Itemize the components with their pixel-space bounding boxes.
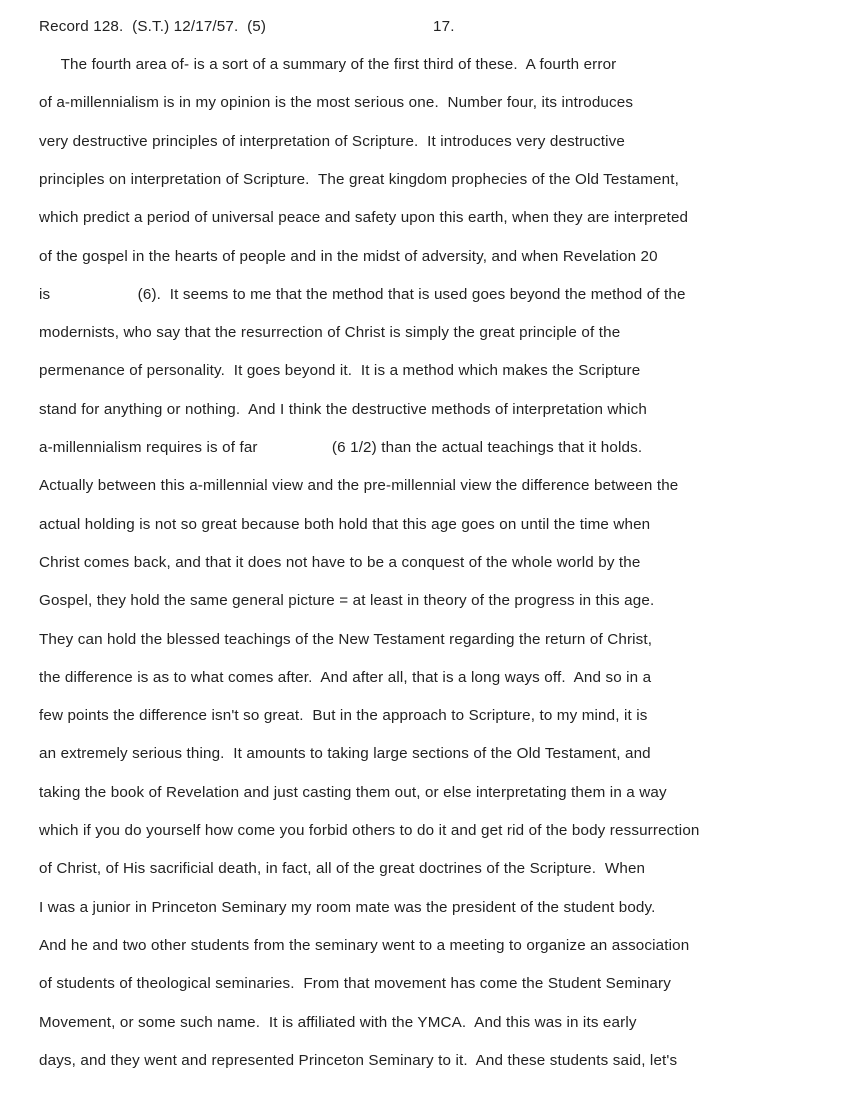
text-line: actual holding is not so great because both hold that this age goes on until the time when — [39, 515, 651, 533]
text-line: which if you do yourself how come you forbid others to do it and get rid of the body ressurrection — [39, 822, 700, 839]
text-line: The fourth area of- is a sort of a summary of the first third of these. A fourth error — [39, 56, 617, 73]
text-line: permenance of personality. It goes beyond it. It is a method which makes the Scripture — [39, 362, 641, 380]
text-line: few points the difference isn't so great. But in the approach to Scripture, to my mind, it is — [39, 707, 648, 725]
text-line: an extremely serious thing. It amounts to taking large sections of the Old Testament, and — [39, 745, 651, 763]
text-line: They can hold the blessed teachings of the New Testament regarding the return of Christ, — [39, 630, 653, 648]
text-line: is (6). It seems to me that the method that is used goes beyond the method of the — [39, 285, 686, 303]
text-line: Gospel, they hold the same general picture = at least in theory of the progress in this age. — [39, 592, 655, 610]
page-number: 17. — [433, 18, 455, 35]
text-line: stand for anything or nothing. And I think the destructive methods of interpretation which — [39, 400, 648, 418]
text-line: which predict a period of universal peace and safety upon this earth, when they are interpreted — [39, 209, 689, 227]
text-line: very destructive principles of interpretation of Scripture. It introduces very destructive — [39, 132, 625, 150]
text-line: of the gospel in the hearts of people and in the midst of adversity, and when Revelation 20 — [39, 247, 658, 265]
text-line: of a-millennialism is in my opinion is the most serious one. Number four, its introduces — [39, 94, 634, 112]
text-line: of Christ, of His sacrificial death, in fact, all of the great doctrines of the Scripture. When — [39, 860, 646, 878]
text-line: modernists, who say that the resurrection of Christ is simply the great principle of the — [39, 324, 621, 342]
text-line: a-millennialism requires is of far (6 1/2) than the actual teachings that it holds. — [39, 439, 643, 456]
text-line: Actually between this a-millennial view and the pre-millennial view the difference between the — [39, 477, 679, 495]
page-header — [39, 18, 455, 35]
text-line: days, and they went and represented Princeton Seminary to it. And these students said, let's — [39, 1051, 678, 1069]
record-label: Record 128. (S.T.) 12/17/57. (5) — [39, 18, 267, 35]
text-line: principles on interpretation of Scripture. The great kingdom prophecies of the Old Testament, — [39, 170, 679, 188]
text-line: And he and two other students from the seminary went to a meeting to organize an association — [39, 936, 690, 954]
text-line: I was a junior in Princeton Seminary my room mate was the president of the student body. — [39, 898, 656, 916]
text-line: the difference is as to what comes after. And after all, that is a long ways off. And so in a — [39, 668, 652, 686]
text-line: taking the book of Revelation and just casting them out, or else interpretating them in a way — [39, 783, 667, 801]
text-line: Movement, or some such name. It is affiliated with the YMCA. And this was in its early — [39, 1013, 637, 1031]
text-line: Christ comes back, and that it does not have to be a conquest of the whole world by the — [39, 553, 641, 571]
text-line: of students of theological seminaries. From that movement has come the Student Seminary — [39, 975, 671, 993]
